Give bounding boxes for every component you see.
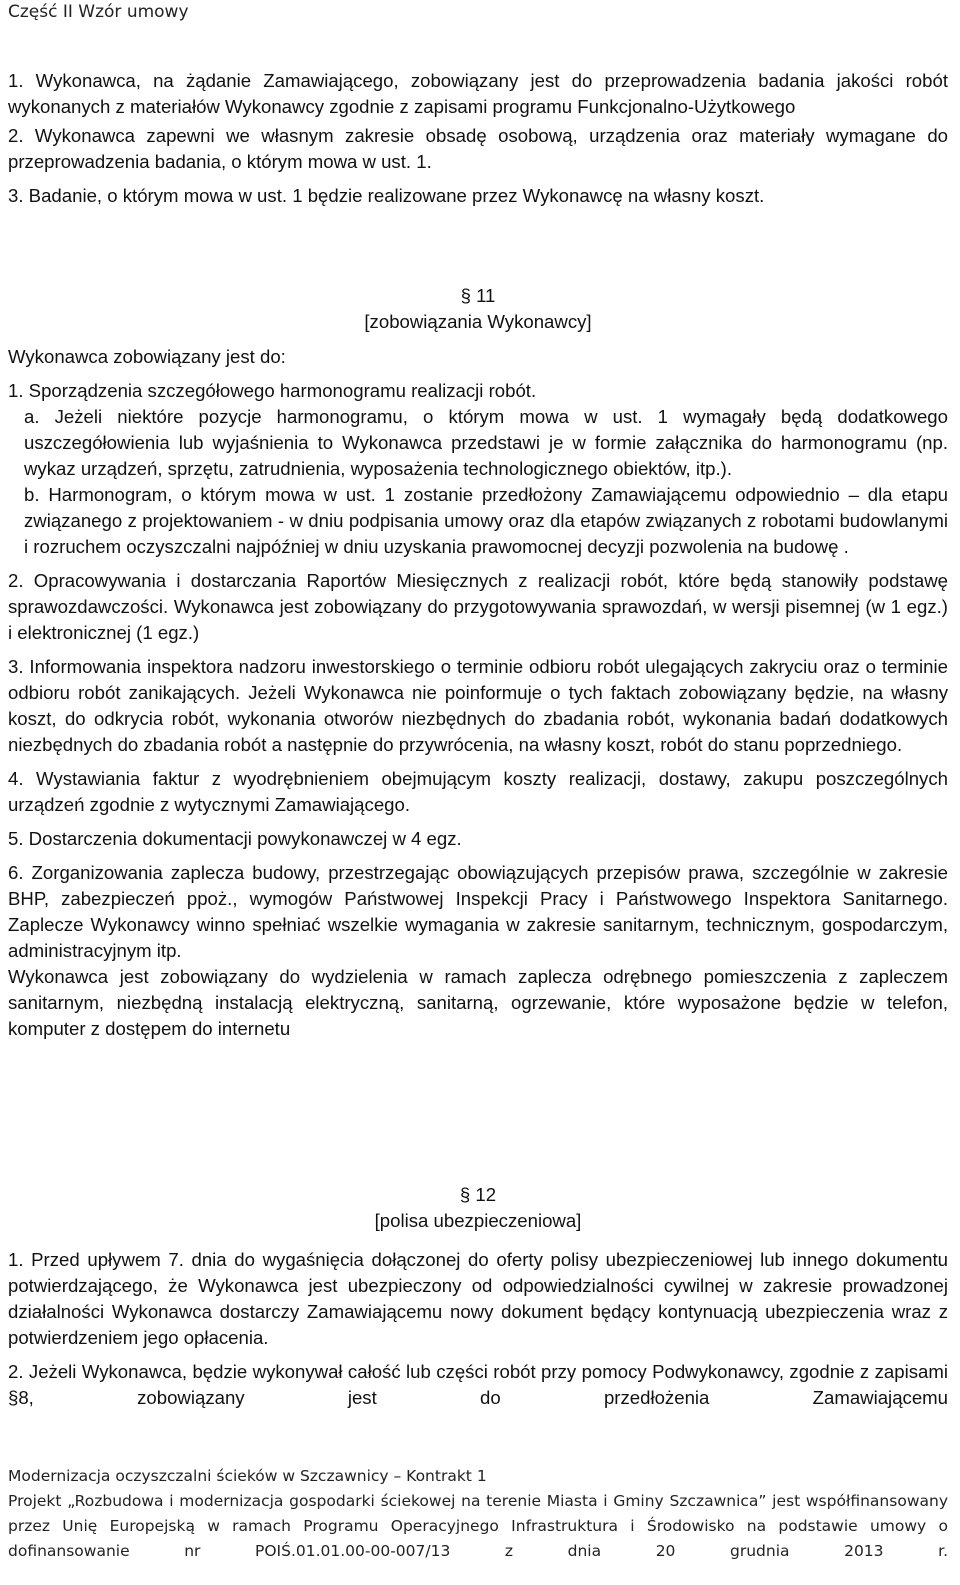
section-12-heading	[8, 1182, 948, 1234]
page-footer	[8, 1464, 948, 1564]
paragraph-s10-1: 1. Wykonawca, na żądanie Zamawiającego, zobowiązany jest do przeprowadzenia badania jakości robót wykonanych z materiałów Wykonawcy zgodnie z zapisami programu Funkcjonalno-Użytkowego	[8, 70, 948, 117]
section-11-title: [zobowiązania Wykonawcy]	[364, 311, 592, 332]
page-header: Część II Wzór umowy	[8, 2, 189, 22]
footer-contract: Modernizacja oczyszczalni ścieków w Szczawnicy – Kontrakt 1	[8, 1467, 487, 1485]
section-11-heading	[8, 283, 948, 335]
section-12	[8, 1247, 948, 1411]
section-11-number: § 11	[460, 285, 496, 306]
item-s11-4: 4. Wystawiania faktur z wyodrębnieniem obejmującym koszty realizacji, dostawy, zakupu poszczególnych urządzeń zgodnie z wytycznymi Zamawiającego.	[8, 768, 948, 815]
footer-project-info: Projekt „Rozbudowa i modernizacja gospodarki ściekowej na terenie Miasta i Gminy Szczawnica” jest współfinansowany przez Unię Europejską w ramach Programu Operacyjnego Infrastruktura i Środowisko na podstawie umowy o dofinansowanie nr POIŚ.01.01.00-00-007/13 z dnia 20 grudnia 2013 r.	[8, 1492, 948, 1560]
item-s12-2: 2. Jeżeli Wykonawca, będzie wykonywał całość lub części robót przy pomocy Podwykonawcy, zgodnie z zapisami §8, zobowiązany jest do przedłożenia Zamawiającemu	[8, 1361, 948, 1408]
item-s11-1b: b. Harmonogram, o którym mowa w ust. 1 zostanie przedłożony Zamawiającemu odpowiednio – dla etapu związanego z projektowaniem - w dniu podpisania umowy oraz dla etapów związanych z robotami budowlanymi i rozruchem oczyszczalni najpóźniej w dniu uzyskania prawomocnej decyzji pozwolenia na budowę .	[24, 484, 948, 557]
item-s11-3: 3. Informowania inspektora nadzoru inwestorskiego o terminie odbioru robót ulegających zakryciu oraz o terminie odbioru robót zanikających. Jeżeli Wykonawca nie poinformuje o tych faktach zobowiązany będzie, na własny koszt, do odkrycia robót, wykonania otworów niezbędnych do zbadania robót, wykonania badań dodatkowych niezbędnych do zbadania robót a następnie do przywrócenia, na własny koszt, robót do stanu poprzedniego.	[8, 656, 948, 755]
paragraph-s10-2: 2. Wykonawca zapewni we własnym zakresie obsadę osobową, urządzenia oraz materiały wymagane do przeprowadzenia badania, o którym mowa w ust. 1.	[8, 125, 948, 172]
paragraph-s10-3: 3. Badanie, o którym mowa w ust. 1 będzie realizowane przez Wykonawcę na własny koszt.	[8, 185, 765, 206]
section-11	[8, 344, 948, 1042]
item-s11-2: 2. Opracowywania i dostarczania Raportów Miesięcznych z realizacji robót, które będą stanowiły podstawę sprawozdawczości. Wykonawca jest zobowiązany do przygotowywania sprawozdań, w wersji pisemnej (w 1 egz.) i elektronicznej (1 egz.)	[8, 570, 948, 643]
section-10	[8, 68, 948, 209]
item-s11-5: 5. Dostarczenia dokumentacji powykonawczej w 4 egz.	[8, 828, 462, 849]
section-11-intro: Wykonawca zobowiązany jest do:	[8, 346, 286, 367]
item-s11-6: 6. Zorganizowania zaplecza budowy, przestrzegając obowiązujących przepisów prawa, szczególnie w zakresie BHP, zabezpieczeń ppoż., wymogów Państwowej Inspekcji Pracy i Państwowego Inspektora Sanitarnego. Zaplecze Wykonawcy winno spełniać wszelkie wymagania w zakresie sanitarnym, technicznym, gospodarczym, administracyjnym itp.	[8, 862, 948, 961]
item-s12-1: 1. Przed upływem 7. dnia do wygaśnięcia dołączonej do oferty polisy ubezpieczeniowej lub innego dokumentu potwierdzającego, że Wykonawca jest ubezpieczony od odpowiedzialności cywilnej w zakresie prowadzonej działalności Wykonawca dostarczy Zamawiającemu nowy dokument będący kontynuacją ubezpieczenia wraz z potwierdzeniem jego opłacenia.	[8, 1249, 948, 1348]
item-s11-1: 1. Sporządzenia szczegółowego harmonogramu realizacji robót.	[8, 380, 537, 401]
section-12-number: § 12	[459, 1184, 497, 1205]
section-12-title: [polisa ubezpieczeniowa]	[374, 1210, 582, 1231]
item-s11-1a: a. Jeżeli niektóre pozycje harmonogramu, o którym mowa w ust. 1 wymagały będą dodatkowego uszczegółowienia lub wyjaśnienia to Wykonawca przedstawi je w formie załącznika do harmonogramu (np. wykaz urządzeń, sprzętu, zatrudnienia, wyposażenia technologicznego obiektów, itp.).	[24, 406, 948, 479]
item-s11-6-continued: Wykonawca jest zobowiązany do wydzielenia w ramach zaplecza odrębnego pomieszczenia z zapleczem sanitarnym, niezbędną instalacją elektryczną, sanitarną, ogrzewanie, które wyposażone będzie w telefon, komputer z dostępem do internetu	[8, 966, 948, 1039]
